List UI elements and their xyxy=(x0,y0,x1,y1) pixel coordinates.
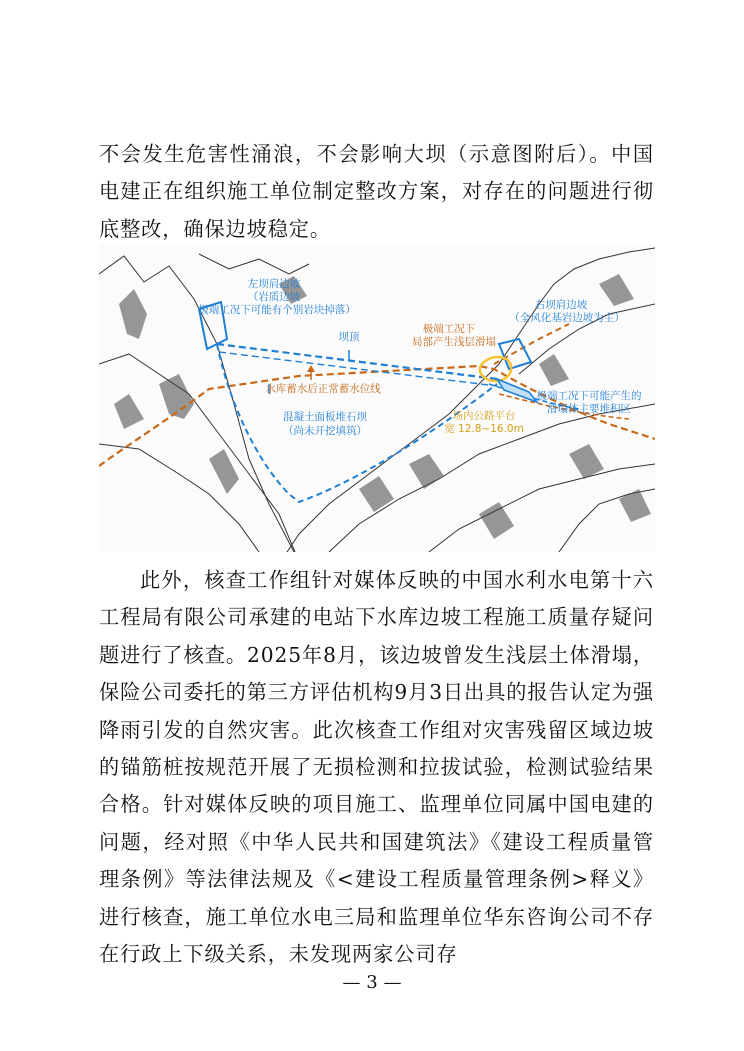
body-paragraph-2: 此外，核查工作组针对媒体反映的中国水利水电第十六工程局有限公司承建的电站下水库边坡工程施工质量存疑问题进行了核查。2025年8月，该边坡曾发生浅层土体滑塌，保险公司委托的第三方评估机构9月3日出具的报告认定为强降雨引发的自然灾害。此次核查工作组对灾害残留区域边坡的锚筋桩按规范开展了无损检测和拉拔试验，检测试验结果合格。针对媒体反映的项目施工、监理单位同属中国电建的问题，经对照《中华人民共和国建筑法》《建设工程质量管理条例》等法律法规及《<建设工程质量管理条例>释义》进行核查，施工单位水电三局和监理单位华东咨询公司不存在行政上下级关系，未发现两家公司存 xyxy=(99,568,654,967)
svg-text:极端工况下可能有个别岩块掉落）: 极端工况下可能有个别岩块掉落） xyxy=(198,304,356,316)
svg-text:（全风化基岩边坡为主）: （全风化基岩边坡为主） xyxy=(509,312,625,324)
label-normal-water-level: 水库蓄水后正常蓄水位线 xyxy=(265,383,381,395)
svg-text:极端工况下可能产生的: 极端工况下可能产生的 xyxy=(536,390,642,402)
label-dam-crest: 坝顶 xyxy=(338,331,360,343)
svg-text:局部产生浅层滑塌: 局部产生浅层滑塌 xyxy=(412,336,496,348)
svg-text:场内公路平台: 场内公路平台 xyxy=(452,410,516,422)
body-paragraph-1: 不会发生危害性涌浪，不会影响大坝（示意图附后）。中国电建正在组织施工单位制定整改方案，对存在的问题进行彻底整改，确保边坡稳定。 xyxy=(99,142,654,241)
svg-text:宽 12.8~16.0m: 宽 12.8~16.0m xyxy=(444,423,524,435)
svg-text:左坝肩边坡: 左坝肩边坡 xyxy=(247,278,301,290)
dam-schematic-figure xyxy=(99,244,655,552)
svg-text:混凝土面板堆石坝: 混凝土面板堆石坝 xyxy=(283,411,367,423)
svg-text:滑塌体主要堆积区: 滑塌体主要堆积区 xyxy=(547,403,631,415)
svg-text:右坝肩边坡: 右坝肩边坡 xyxy=(534,299,588,311)
page-number: — 3 — xyxy=(342,972,402,993)
svg-text:（岩质边坡: （岩质边坡 xyxy=(247,291,301,303)
svg-text:极端工况下: 极端工况下 xyxy=(422,323,476,335)
svg-text:（尚未开挖填筑）: （尚未开挖填筑） xyxy=(283,425,367,437)
dam-schematic-drawing xyxy=(99,244,655,552)
